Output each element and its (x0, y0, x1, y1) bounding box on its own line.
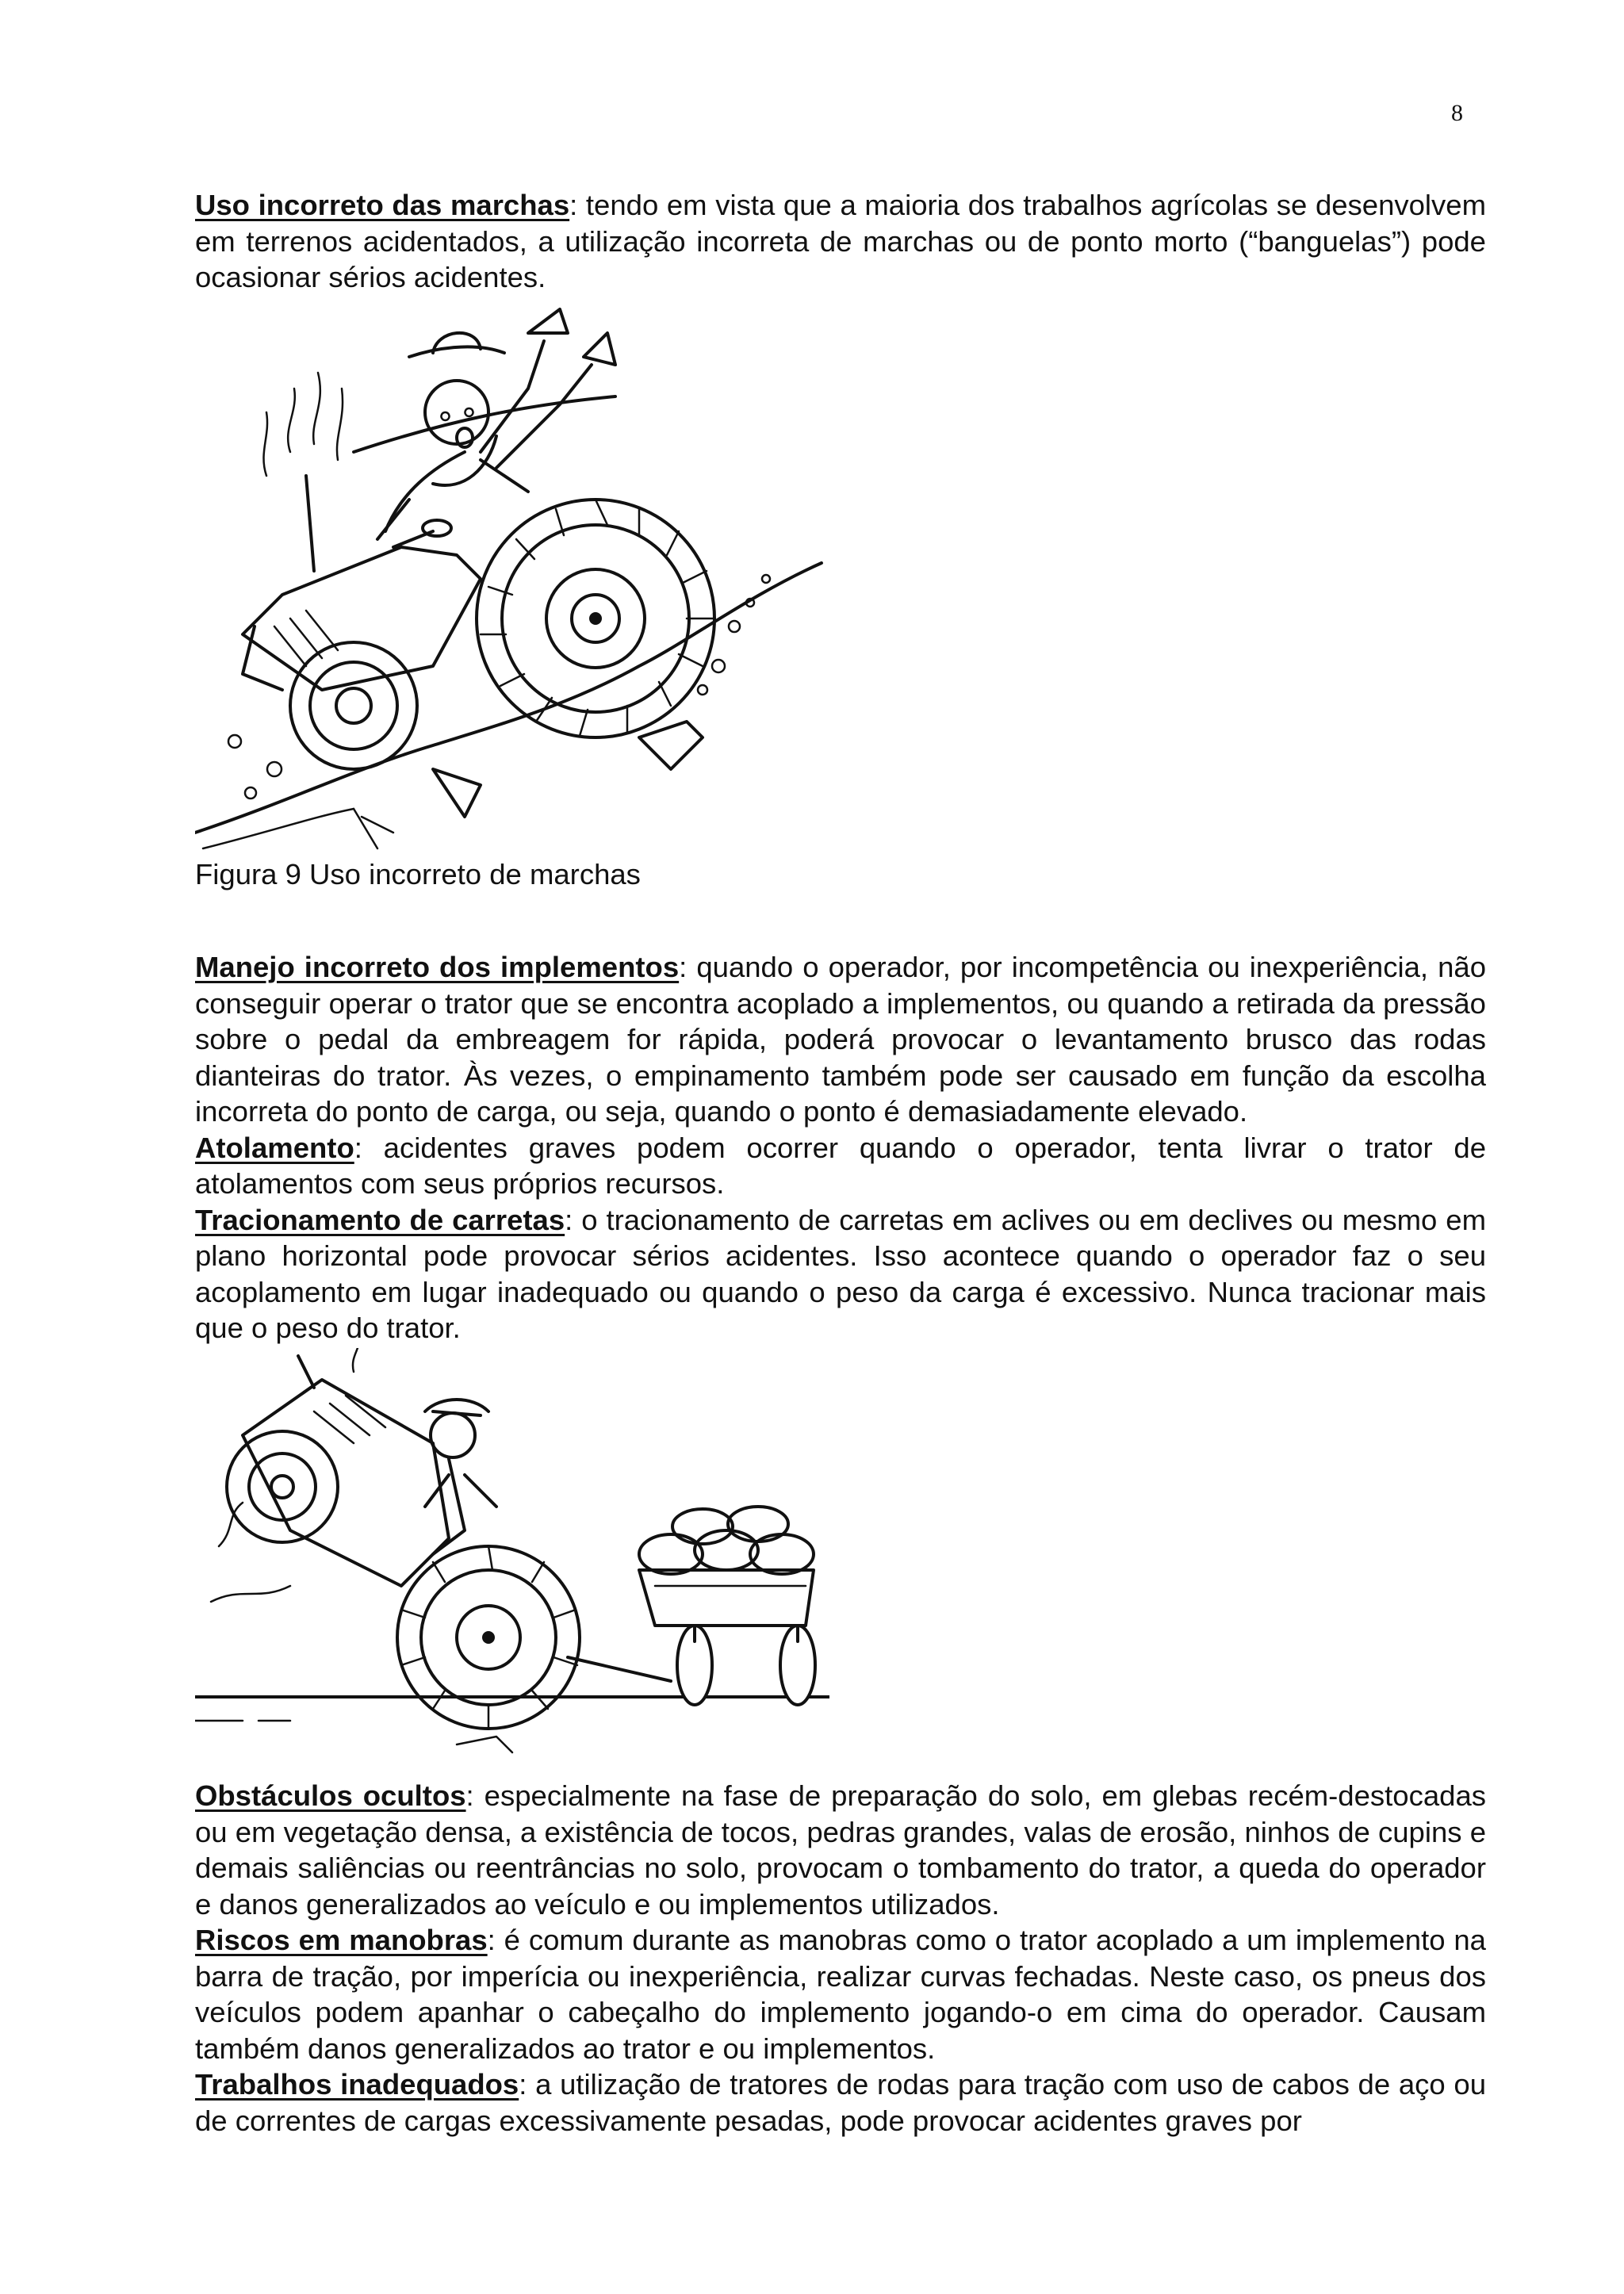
term-trabalhos: Trabalhos inadequados (195, 2068, 519, 2101)
term-uso-marchas: Uso incorreto das marchas (195, 189, 570, 221)
term-atolamento: Atolamento (195, 1131, 354, 1164)
term-riscos: Riscos em manobras (195, 1924, 488, 1956)
paragraph-block-obstaculos (195, 1778, 1486, 2139)
figure-9-caption: Figura 9 Uso incorreto de marchas (195, 858, 641, 890)
paragraph-atolamento (195, 1130, 1486, 1202)
term-tracionamento: Tracionamento de carretas (195, 1203, 565, 1236)
text-trabalhos: : a utilização de tratores de rodas para tração com uso de cabos de aço ou de correntes de cargas excessivamente pesadas, pode provocar acidentes graves por (195, 2068, 1486, 2137)
paragraph-block-manejo (195, 949, 1486, 1346)
text-tracionamento: : o tracionamento de carretas em aclives ou em declives ou mesmo em plano horizontal pode provocar sérios acidentes. Isso acontece quando o operador faz o seu acoplamento em lugar inadequado ou quando o peso da carga é excessivo. Nunca tracionar mais que o peso do trator. (195, 1203, 1486, 1344)
figure-10-tractor-trailer-illustration (195, 1348, 829, 1760)
text-atolamento: : acidentes graves podem ocorrer quando o operador, tenta livrar o trator de atolamentos com seus próprios recursos. (195, 1131, 1486, 1200)
term-obstaculos: Obstáculos ocultos (195, 1779, 466, 1812)
text-manejo: : quando o operador, por incompetência ou inexperiência, não conseguir operar o trator que se encontra acoplado a implementos, ou quando a retirada da pressão sobre o pedal da embreagem for rápida, poderá provocar o levantamento brusco das rodas dianteiras do trator. Às vezes, o empinamento também pode ser causado em função da escolha incorreta do ponto de carga, ou seja, quando o ponto é demasiadamente elevado. (195, 951, 1486, 1128)
paragraph-uso-marchas (195, 187, 1486, 296)
text-uso-marchas: : tendo em vista que a maioria dos trabalhos agrícolas se desenvolvem em terrenos acidentados, a utilização incorreta de marchas ou de ponto morto (“banguelas”) pode ocasionar sérios acidentes. (195, 189, 1486, 293)
paragraph-tracionamento (195, 1202, 1486, 1346)
page-number: 8 (1451, 100, 1463, 126)
paragraph-manejo (195, 949, 1486, 1130)
text-riscos: : é comum durante as manobras como o trator acoplado a um implemento na barra de tração, por imperícia ou inexperiência, realizar curvas fechadas. Neste caso, os pneus dos veículos podem apanhar o cabeçalho do implemento jogando-o em cima do operador. Causam também danos generalizados ao trator e ou implementos. (195, 1924, 1486, 2065)
term-manejo: Manejo incorreto dos implementos (195, 951, 680, 983)
paragraph-trabalhos (195, 2066, 1486, 2139)
paragraph-riscos (195, 1922, 1486, 2066)
text-obstaculos: : especialmente na fase de preparação do solo, em glebas recém-destocadas ou em vegetação densa, a existência de tocos, pedras grandes, valas de erosão, ninhos de cupins e demais saliências ou reentrâncias no solo, provocam o tombamento do trator, a queda do operador e danos generalizados ao veículo e ou implementos utilizados. (195, 1779, 1486, 1921)
paragraph-obstaculos (195, 1778, 1486, 1922)
figure-9-tractor-illustration (195, 293, 829, 856)
